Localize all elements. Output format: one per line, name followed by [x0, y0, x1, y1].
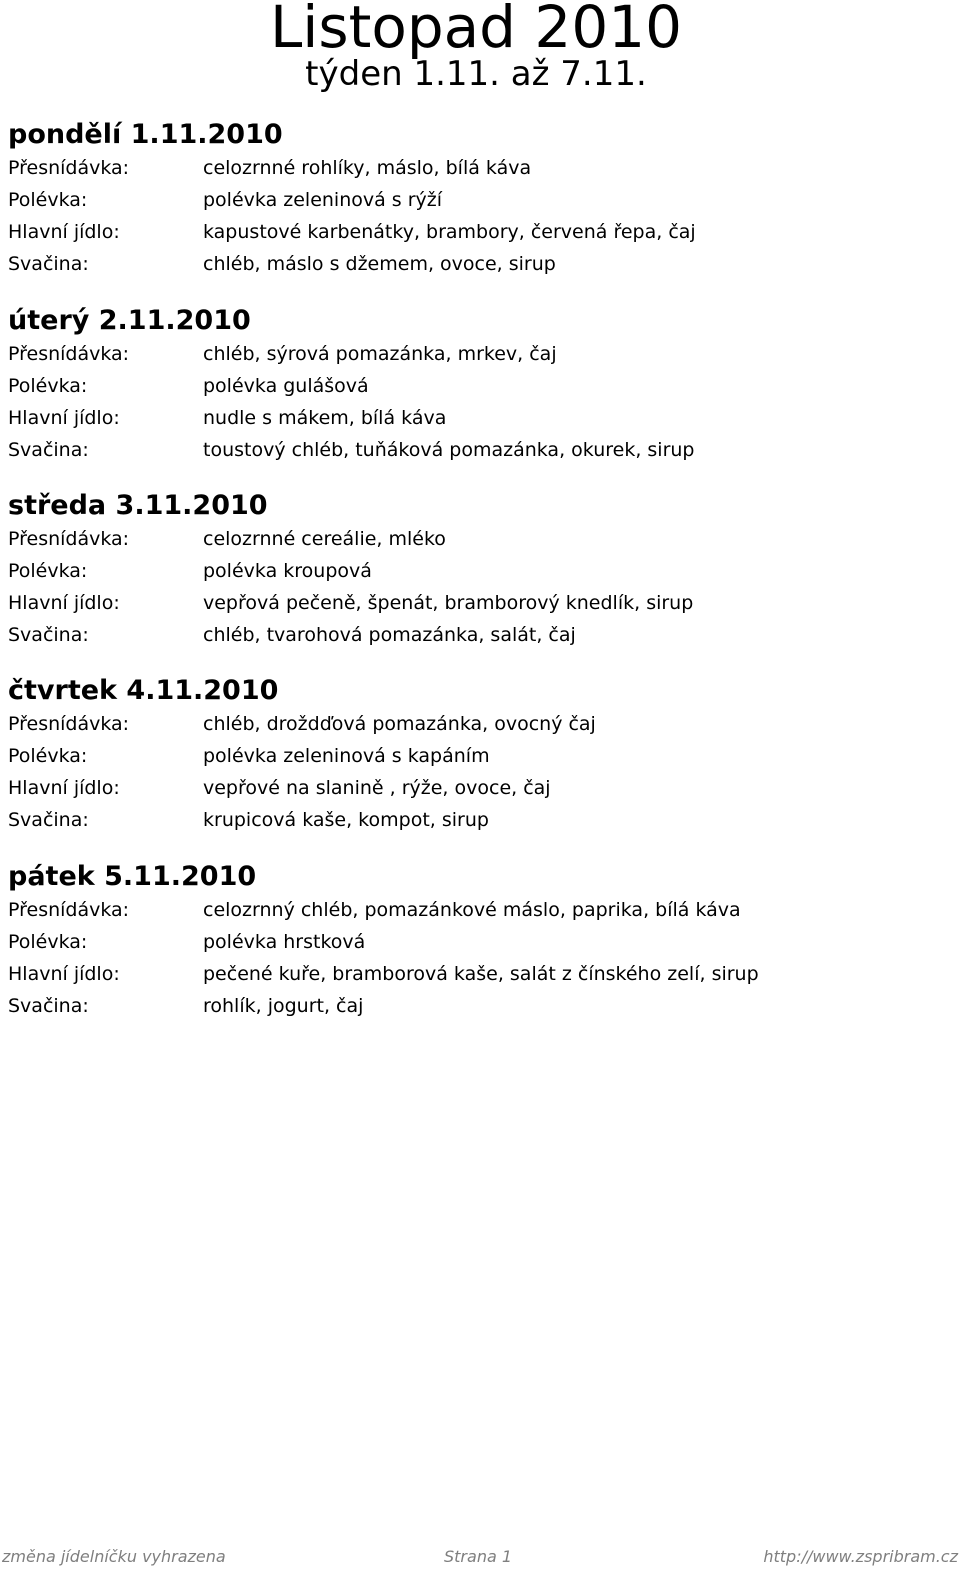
- meal-value: rohlík, jogurt, čaj: [203, 995, 364, 1017]
- meal-label: Hlavní jídlo:: [8, 221, 120, 243]
- day-section-tuesday: [8, 306, 948, 466]
- meal-value: nudle s mákem, bílá káva: [203, 407, 447, 429]
- meal-label: Hlavní jídlo:: [8, 592, 120, 614]
- meal-label: Přesnídávka:: [8, 528, 130, 550]
- meal-label: Přesnídávka:: [8, 899, 130, 921]
- page-footer: [0, 1545, 960, 1569]
- meal-value: chléb, droždďová pomazánka, ovocný čaj: [203, 713, 596, 735]
- meal-row-snack-afternoon: [8, 990, 948, 1022]
- meal-value: vepřová pečeně, špenát, bramborový knedlík, sirup: [203, 592, 694, 614]
- meal-row-snack-afternoon: [8, 248, 948, 280]
- meal-label: Svačina:: [8, 439, 89, 461]
- meal-row-main: [8, 772, 948, 804]
- meal-value: chléb, máslo s džemem, ovoce, sirup: [203, 253, 556, 275]
- meal-label: Polévka:: [8, 560, 88, 582]
- day-section-wednesday: [8, 491, 948, 651]
- meal-value: celozrnný chléb, pomazánkové máslo, paprika, bílá káva: [203, 899, 741, 921]
- meal-label: Hlavní jídlo:: [8, 777, 120, 799]
- meal-value: chléb, tvarohová pomazánka, salát, čaj: [203, 624, 576, 646]
- meal-value: polévka kroupová: [203, 560, 372, 582]
- meal-row-soup: [8, 370, 948, 402]
- day-section-monday: [8, 120, 948, 280]
- meal-label: Polévka:: [8, 375, 88, 397]
- meal-value: celozrnné rohlíky, máslo, bílá káva: [203, 157, 532, 179]
- meal-row-soup: [8, 555, 948, 587]
- meal-label: Přesnídávka:: [8, 343, 130, 365]
- meal-label: Polévka:: [8, 189, 88, 211]
- meal-value: vepřové na slanině , rýže, ovoce, čaj: [203, 777, 551, 799]
- meal-label: Svačina:: [8, 624, 89, 646]
- meal-row-soup: [8, 184, 948, 216]
- meal-value: celozrnné cereálie, mléko: [203, 528, 446, 550]
- meal-label: Přesnídávka:: [8, 713, 130, 735]
- meal-row-snack-afternoon: [8, 804, 948, 836]
- meal-row-main: [8, 587, 948, 619]
- meal-label: Hlavní jídlo:: [8, 407, 120, 429]
- meal-value: polévka zeleninová s kapáním: [203, 745, 490, 767]
- meal-value: toustový chléb, tuňáková pomazánka, okurek, sirup: [203, 439, 695, 461]
- meal-row-soup: [8, 740, 948, 772]
- meal-row-soup: [8, 926, 948, 958]
- meal-value: krupicová kaše, kompot, sirup: [203, 809, 489, 831]
- meal-value: pečené kuře, bramborová kaše, salát z čínského zelí, sirup: [203, 963, 759, 985]
- meal-row-main: [8, 216, 948, 248]
- day-heading: pátek 5.11.2010: [8, 861, 257, 892]
- meal-label: Hlavní jídlo:: [8, 963, 120, 985]
- meal-label: Polévka:: [8, 745, 88, 767]
- meal-row-snack-morning: [8, 708, 948, 740]
- meal-value: polévka hrstková: [203, 931, 366, 953]
- meal-value: kapustové karbenátky, brambory, červená řepa, čaj: [203, 221, 696, 243]
- meal-row-snack-afternoon: [8, 434, 948, 466]
- page-title: Listopad 2010: [269, 0, 683, 61]
- meal-value: polévka zeleninová s rýží: [203, 189, 443, 211]
- footer-disclaimer: změna jídelníčku vyhrazena: [2, 1547, 226, 1566]
- meal-row-snack-morning: [8, 523, 948, 555]
- page-number: Strana 1: [444, 1547, 513, 1566]
- meal-label: Polévka:: [8, 931, 88, 953]
- meal-row-snack-afternoon: [8, 619, 948, 651]
- meal-row-snack-morning: [8, 894, 948, 926]
- meal-label: Svačina:: [8, 253, 89, 275]
- meal-row-main: [8, 958, 948, 990]
- day-heading: pondělí 1.11.2010: [8, 119, 283, 150]
- meal-value: polévka gulášová: [203, 375, 369, 397]
- meal-row-snack-morning: [8, 338, 948, 370]
- week-subtitle: týden 1.11. až 7.11.: [305, 54, 647, 94]
- footer-url: http://www.zspribram.cz: [763, 1547, 958, 1566]
- day-section-thursday: [8, 676, 948, 836]
- day-heading: úterý 2.11.2010: [8, 305, 251, 336]
- meal-row-main: [8, 402, 948, 434]
- day-heading: středa 3.11.2010: [8, 490, 268, 521]
- meal-row-snack-morning: [8, 152, 948, 184]
- meal-label: Přesnídávka:: [8, 157, 130, 179]
- day-heading: čtvrtek 4.11.2010: [8, 675, 279, 706]
- day-section-friday: [8, 862, 948, 1022]
- meal-label: Svačina:: [8, 809, 89, 831]
- meal-value: chléb, sýrová pomazánka, mrkev, čaj: [203, 343, 557, 365]
- meal-label: Svačina:: [8, 995, 89, 1017]
